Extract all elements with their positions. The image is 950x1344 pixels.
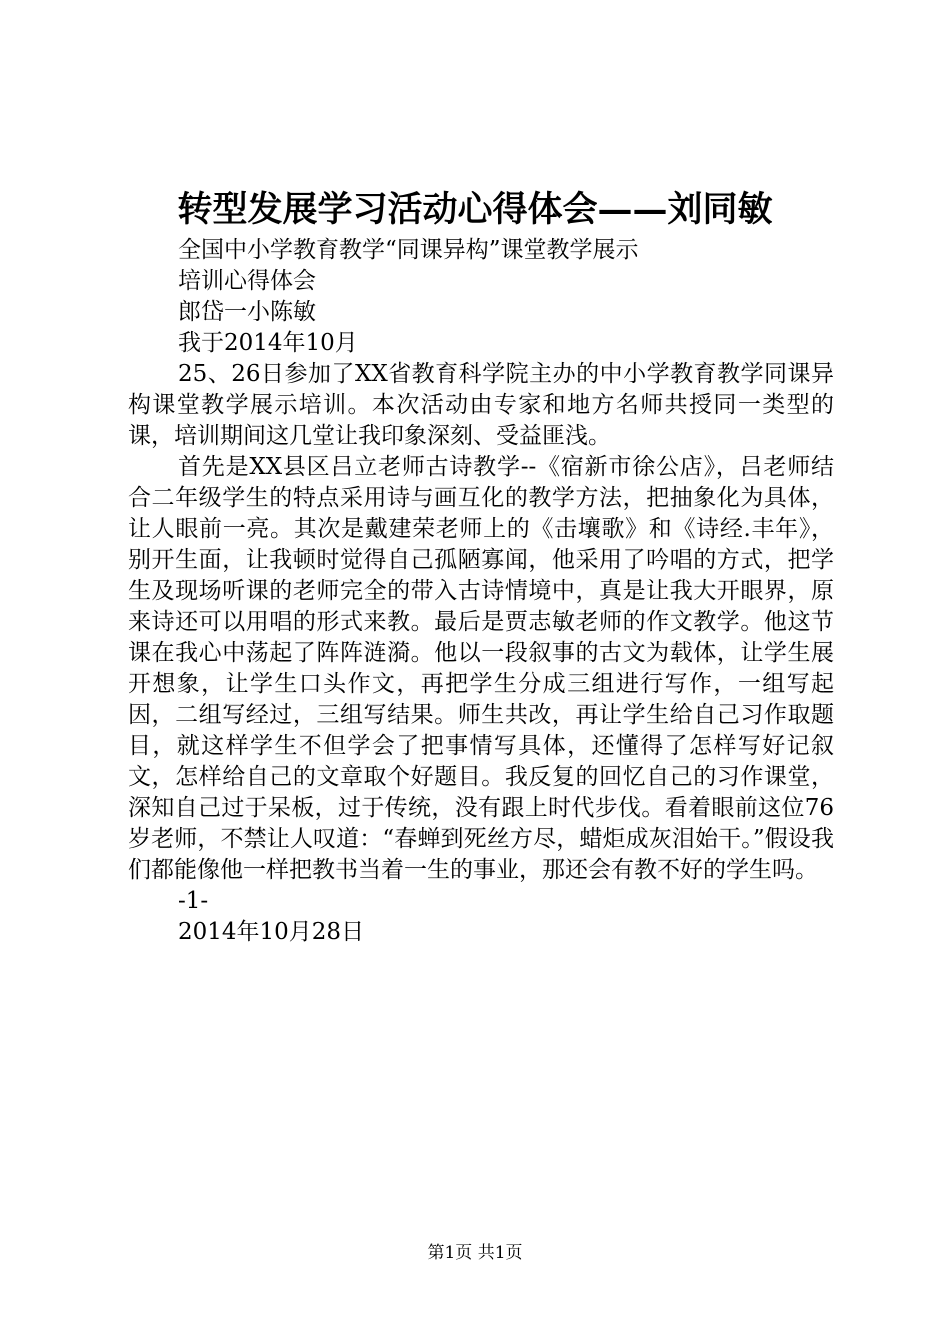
intro-line: 我于2014年10月 [178,330,358,356]
paragraph-1: 25、26日参加了XX省教育科学院主办的中小学教育教学同课异构课堂教学展示培训。本次活动由专家和地方名师共授同一类型的课，培训期间这几堂让我印象深刻、受益匪浅。 [128,361,834,449]
author-line: 郎岱一小陈敏 [178,299,316,325]
paragraph-2: 首先是XX县区吕立老师古诗教学--《宿新市徐公店》，吕老师结合二年级学生的特点采用诗与画互化的教学方法，把抽象化为具体，让人眼前一亮。其次是戴建荣老师上的《击壤歌》和《诗经.丰年》，别开生面，让我顿时觉得自己孤陋寡闻，他采用了吟唱的方式，把学生及现场听课的老师完全的带入古诗情境中，真是让我大开眼界，原来诗还可以用唱的形式来教。最后是贾志敏老师的作文教学。他这节课在我心中荡起了阵阵涟漪。他以一段叙事的古文为载体，让学生展开想象，让学生口头作文，再把学生分成三组进行写作，一组写起因，二组写经过，三组写结果。师生共改，再让学生给自己习作取题目，就这样学生不但学会了把事情写具体，还懂得了怎样写好记叙文，怎样给自己的文章取个好题目。我反复的回忆自己的习作课堂，深知自己过于呆板，过于传统，没有跟上时代步伐。看着眼前这位76岁老师，不禁让人叹道：“春蝉到死丝方尽，蜡炬成灰泪始干。”假设我们都能像他一样把教书当着一生的事业，那还会有教不好的学生吗。 [128,454,834,883]
document-title: 转型发展学习活动心得体会——刘同敏 [177,189,773,230]
page-footer: 第1页 共1页 [427,1243,523,1263]
document-date: 2014年10月28日 [178,919,365,945]
subtitle-line-1: 全国中小学教育教学“同课异构”课堂教学展示 [178,237,639,263]
document-body [128,235,834,948]
subtitle-line-2: 培训心得体会 [178,268,316,294]
page-marker: -1- [178,888,209,914]
